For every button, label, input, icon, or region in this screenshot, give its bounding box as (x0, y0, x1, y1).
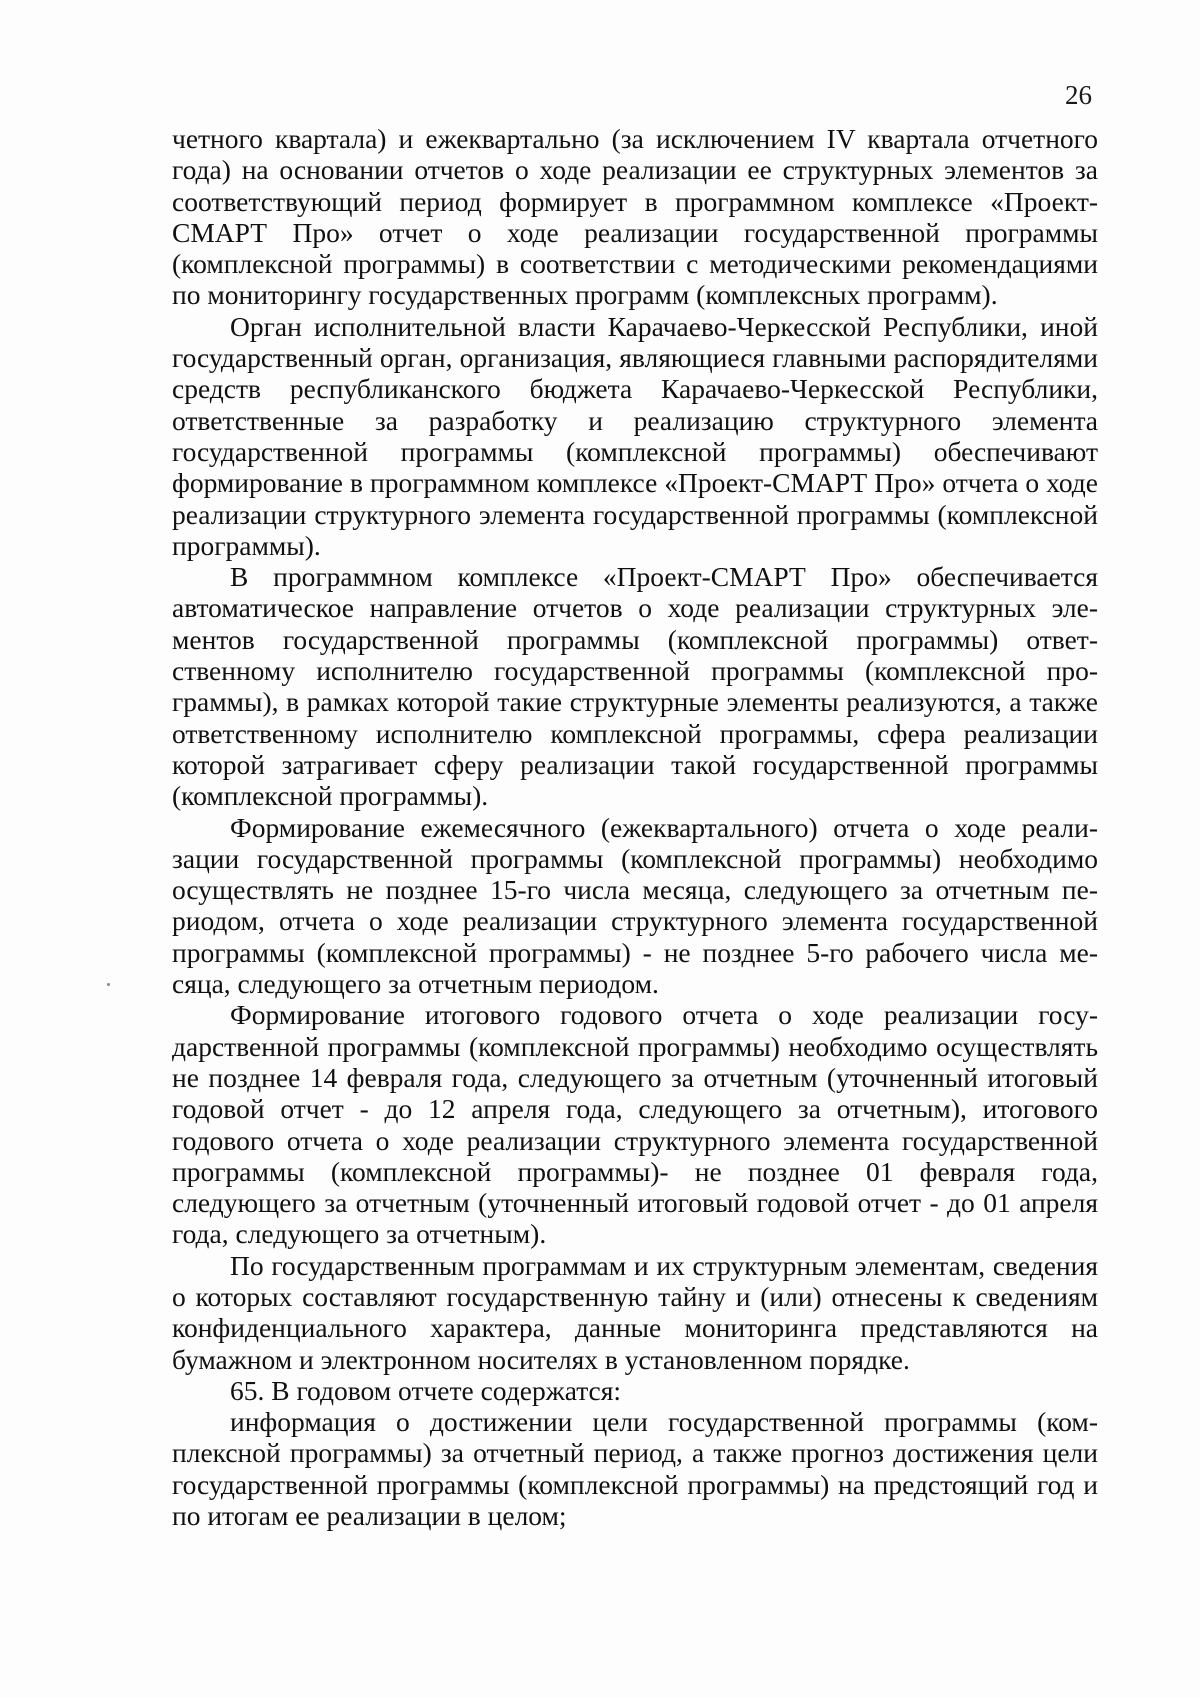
document-body (172, 123, 1098, 1531)
paragraph-2: Орган исполнительной власти Карачаево-Черкесской Республики, иной государственный орган, организация, являющиеся главными распорядителями средств республиканского бюджета Карачаево-Черкесской Республики, ответственные за разработку и реализацию структурного элемента государственной программы (комплексной программы) обеспечивают формирование в программном комплексе «Проект-СМАРТ Про» отчета о ходе реализации структурного элемента государственной программы (комплексной программы). (172, 310, 1098, 561)
paragraph-1: четного квартала) и ежеквартально (за исключением IV квартала отчетного года) на основании отчетов о ходе реализации ее структурных элементов за соответствующий период формирует в программном комплексе «Проект-СМАРТ Про» отчет о ходе реализации государственной программы (комплексной программы) в соответствии с методическими рекомендациями по мониторингу государственных программ (комплексных программ). (172, 123, 1098, 311)
page-number: 26 (1065, 80, 1092, 110)
paragraph-3: В программном комплексе «Проект-СМАРТ Про» обеспечивается автоматическое направление отчетов о ходе реализации структурных элементов государственной программы (комплексной программы) ответственному исполнителю государственной программы (комплексной программы), в рамках которой такие структурные элементы реализуются, а также ответственному исполнителю комплексной программы, сфера реализации которой затрагивает сферу реализации такой государственной программы (комплексной программы). (172, 561, 1098, 812)
paragraph-8: информация о достижении цели государственной программы (комплексной программы) за отчетный период, а также прогноз достижения цели государственной программы (комплексной программы) на предстоящий год и по итогам ее реализации в целом; (172, 1406, 1098, 1532)
paragraph-5: Формирование итогового годового отчета о ходе реализации государственной программы (комплексной программы) необходимо осуществлять не позднее 14 февраля года, следующего за отчетным (уточненный итоговый годовой отчет - до 12 апреля года, следующего за отчетным), итогового годового отчета о ходе реализации структурного элемента государственной программы (комплексной программы)- не позднее 01 февраля года, следующего за отчетным (уточненный итоговый годовой отчет - до 01 апреля года, следующего за отчетным). (172, 999, 1098, 1250)
paragraph-4: Формирование ежемесячного (ежеквартального) отчета о ходе реализации государственной программы (комплексной программы) необходимо осуществлять не позднее 15-го числа месяца, следующего за отчетным периодом, отчета о ходе реализации структурного элемента государственной программы (комплексной программы) - не позднее 5-го рабочего числа месяца, следующего за отчетным периодом. (172, 811, 1098, 1000)
paragraph-6: По государственным программам и их структурным элементам, сведения о которых составляют государственную тайну и (или) отнесены к сведениям конфиденциального характера, данные мониторинга представляются на бумажном и электронном носителях в установленном порядке. (172, 1249, 1098, 1375)
paragraph-7: 65. В годовом отчете содержатся: (230, 1374, 622, 1406)
scan-speck (107, 983, 110, 986)
